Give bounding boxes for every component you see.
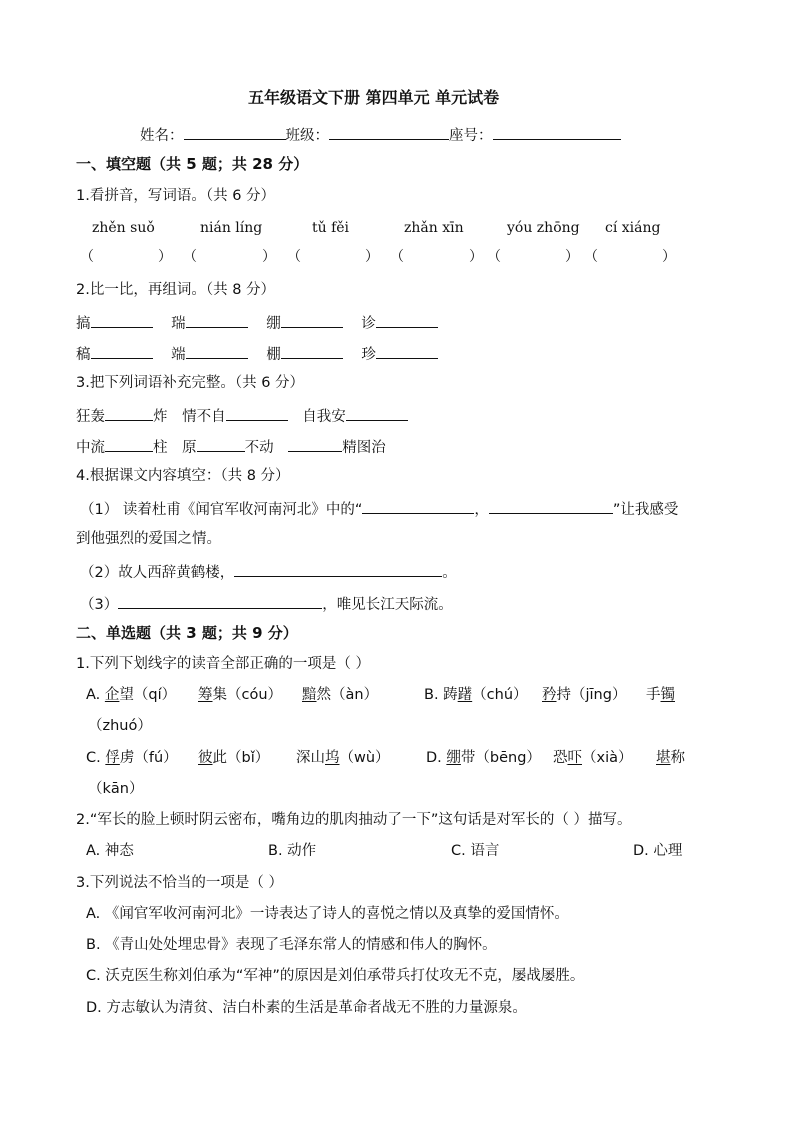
mc2-option-c[interactable]: C. 语言 [451, 843, 500, 859]
q4-blank[interactable] [118, 593, 322, 609]
q2-blank[interactable] [376, 343, 438, 359]
q1-answer-box-6[interactable]: （ [584, 249, 598, 265]
q2-row-2 [76, 343, 438, 365]
q3-row-1: 狂轰 炸 情不自 自我安 [76, 405, 408, 427]
mc1-option-b-word-3: 手镯 [646, 687, 675, 703]
q4-blank[interactable] [234, 561, 442, 577]
q2-char: 棚 [266, 347, 281, 363]
q1-answer-box-6-close: ） [662, 249, 676, 265]
q1-pinyin-6: cí xiáng [605, 220, 661, 236]
mc2-option-d[interactable]: D. 心理 [633, 843, 683, 859]
q2-blank[interactable] [186, 312, 248, 328]
q2-blank[interactable] [91, 343, 153, 359]
seat-label: 座号： [449, 128, 493, 144]
q2-char: 绷 [266, 316, 281, 332]
q4-item-1: （1） 读着杜甫《闻官军收河南河北》中的“ ， ”让我感受 [80, 498, 678, 520]
q3-blank[interactable] [105, 405, 153, 421]
q3-blank[interactable] [197, 436, 245, 452]
q3-blank[interactable] [346, 405, 408, 421]
mc1-option-d-word-2: 恐吓（xià） [553, 750, 633, 766]
q4-item-3: （3） ，唯见长江天际流。 [80, 593, 453, 615]
q1-answer-box-3-close: ） [365, 249, 379, 265]
q2-char: 瑞 [171, 316, 186, 332]
class-label: 班级： [285, 128, 329, 144]
page-title: 五年级语文下册 第四单元 单元试卷 [248, 88, 500, 107]
q1-answer-box-2-close: ） [262, 249, 276, 265]
q3-blank[interactable] [288, 436, 342, 452]
q1-pinyin-4: zhǎn xīn [404, 220, 464, 236]
q2-char: 端 [171, 347, 186, 363]
mc1-option-d-word-3: 堪称 [656, 750, 685, 766]
q2-char: 稿 [76, 347, 91, 363]
q2-char: 诊 [361, 316, 376, 332]
q2-char: 珍 [361, 347, 376, 363]
q2-blank[interactable] [281, 312, 343, 328]
q4-item-1-cont: 到他强烈的爱国之情。 [76, 531, 221, 547]
q1-pinyin-3: tǔ fěi [312, 220, 350, 236]
mc2-option-a[interactable]: A. 神态 [86, 843, 134, 859]
name-label: 姓名： [140, 128, 184, 144]
mc3-option-d[interactable]: D. 方志敏认为清贫、洁白朴素的生活是革命者战无不胜的力量源泉。 [86, 1000, 527, 1016]
student-info-row [140, 124, 621, 146]
q1-pinyin-2: nián líng [200, 220, 263, 236]
q1-answer-box-4-close: ） [469, 249, 483, 265]
q2-blank[interactable] [186, 343, 248, 359]
mc2-title: 2.“军长的脸上顿时阴云密布，嘴角边的肌肉抽动了一下”这句话是对军长的（ ）描写。 [76, 812, 632, 828]
mc1-option-d-word-3-cont: （kān） [88, 781, 144, 797]
mc3-title: 3.下列说法不恰当的一项是（ ） [76, 875, 283, 891]
mc1-title: 1.下列下划线字的读音全部正确的一项是（ ） [76, 656, 370, 672]
name-blank[interactable] [184, 124, 286, 140]
q4-blank[interactable] [362, 498, 474, 514]
mc3-option-b[interactable]: B. 《青山处处埋忠骨》表现了毛泽东常人的情感和伟人的胸怀。 [86, 937, 497, 953]
q4-title: 4.根据课文内容填空：（共 8 分） [76, 468, 290, 484]
q1-answer-box-5[interactable]: （ [487, 249, 501, 265]
mc2-option-b[interactable]: B. 动作 [268, 843, 317, 859]
q1-pinyin-1: zhěn suǒ [92, 220, 155, 236]
mc1-option-b-word-3-cont: （zhuó） [88, 718, 152, 734]
q2-blank[interactable] [281, 343, 343, 359]
q1-answer-box-2[interactable]: （ [183, 249, 197, 265]
class-blank[interactable] [329, 124, 449, 140]
mc1-option-c-word-2: 彼此（bǐ） [198, 750, 270, 766]
mc1-option-a-word-3: 黯然（àn） [302, 687, 379, 703]
q3-row-2: 中流 柱 原 不动 精图治 [76, 436, 386, 458]
q4-item-2: （2）故人西辞黄鹤楼， 。 [80, 561, 457, 583]
section-fill-heading: 一、填空题（共 5 题；共 28 分） [76, 155, 309, 173]
mc1-option-b[interactable]: B. 踌躇（chú） [424, 687, 528, 703]
q2-char: 搞 [76, 316, 91, 332]
mc1-option-d[interactable]: D. 绷带（bēng） [426, 750, 541, 766]
mc1-option-a[interactable]: A. 企望（qí） [86, 687, 177, 703]
q1-answer-box-5-close: ） [565, 249, 579, 265]
q4-blank[interactable] [489, 498, 613, 514]
mc1-option-c[interactable]: C. 俘虏（fú） [86, 750, 178, 766]
mc3-option-a[interactable]: A. 《闻官军收河南河北》一诗表达了诗人的喜悦之情以及真挚的爱国情怀。 [86, 906, 569, 922]
q1-title: 1.看拼音，写词语。（共 6 分） [76, 188, 276, 204]
q3-blank[interactable] [105, 436, 153, 452]
q2-title: 2.比一比，再组词。（共 8 分） [76, 282, 276, 298]
q1-answer-box-1-close: ） [158, 249, 172, 265]
section-choice-heading: 二、单选题（共 3 题；共 9 分） [76, 624, 298, 642]
mc1-option-c-word-3: 深山坞（wù） [296, 750, 390, 766]
mc1-option-a-word-2: 筹集（cóu） [198, 687, 283, 703]
q1-answer-box-1[interactable]: （ [80, 249, 94, 265]
seat-blank[interactable] [493, 124, 621, 140]
q3-title: 3.把下列词语补充完整。（共 6 分） [76, 375, 305, 391]
mc1-option-b-word-2: 矜持（jīng） [542, 687, 627, 703]
q1-answer-box-4[interactable]: （ [390, 249, 404, 265]
q2-blank[interactable] [91, 312, 153, 328]
q2-blank[interactable] [376, 312, 438, 328]
q3-blank[interactable] [226, 405, 288, 421]
mc3-option-c[interactable]: C. 沃克医生称刘伯承为“军神”的原因是刘伯承带兵打仗攻无不克，屡战屡胜。 [86, 968, 585, 984]
q1-answer-box-3[interactable]: （ [287, 249, 301, 265]
q2-row-1 [76, 312, 438, 334]
q1-pinyin-5: yóu zhōng [507, 220, 580, 236]
